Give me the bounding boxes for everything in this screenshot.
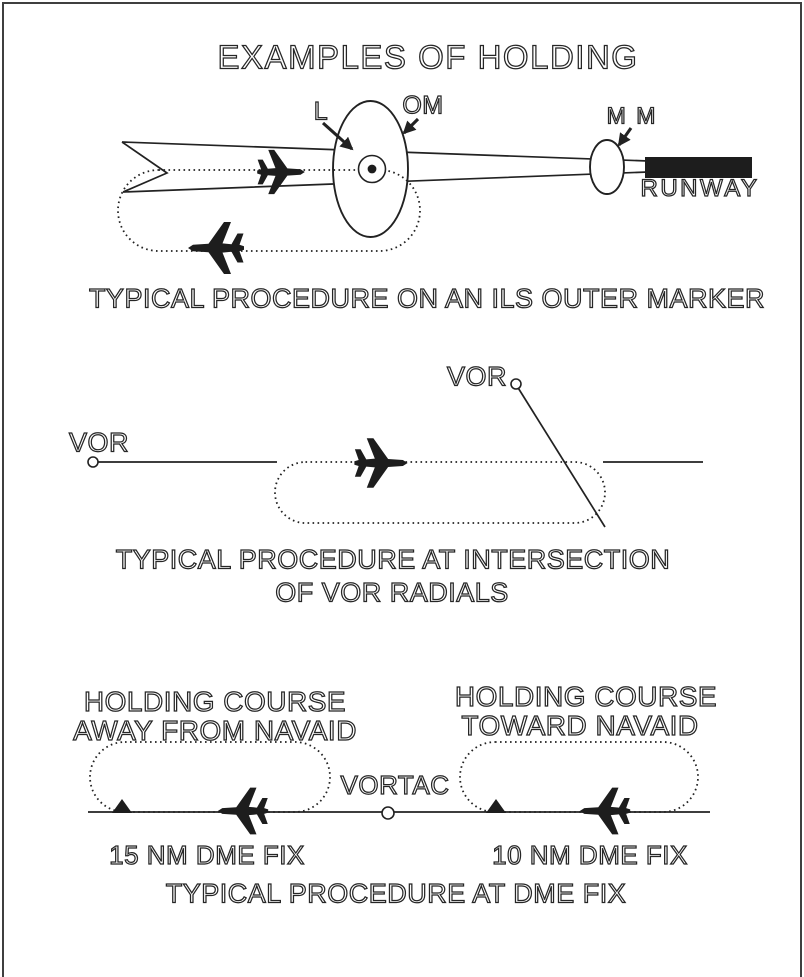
dme-fix-triangle-icon-10 <box>486 799 506 813</box>
middle-marker-ellipse <box>590 140 624 194</box>
pointer-arrow-outer-marker <box>404 119 418 133</box>
holding-racetrack-vor <box>275 462 605 523</box>
holding-away-line1: HOLDING COURSE <box>83 686 347 717</box>
vor-right-label: VOR <box>446 361 508 392</box>
middle-marker-label: M M <box>606 102 658 129</box>
runway-label: RUNWAY <box>640 175 760 202</box>
locator-dot <box>368 165 377 174</box>
vor-radial-diagonal <box>519 389 606 528</box>
navaid-circle-icon-vor-left <box>88 457 98 467</box>
vortac-label: VORTAC <box>340 770 450 800</box>
pointer-arrow-middle-marker <box>619 128 631 145</box>
ils-caption: TYPICAL PROCEDURE ON AN ILS OUTER MARKER <box>88 283 766 314</box>
holding-away-line2: AWAY FROM NAVAID <box>73 715 357 746</box>
dme-caption: TYPICAL PROCEDURE AT DME FIX <box>165 878 627 909</box>
locator-label: L <box>313 97 329 126</box>
airplane-icon-away <box>218 788 268 835</box>
vor-caption-line1: TYPICAL PROCEDURE AT INTERSECTION <box>115 544 671 575</box>
vor-left-label: VOR <box>68 427 130 458</box>
airplane-icon-vor-holding <box>354 438 407 487</box>
navaid-circle-icon-vor-right <box>511 379 521 389</box>
page-title: EXAMPLES OF HOLDING <box>217 38 639 76</box>
holding-toward-line1: HOLDING COURSE <box>454 681 718 712</box>
holding-toward-line2: TOWARD NAVAID <box>461 710 699 741</box>
dme-fix-triangle-icon-15 <box>112 799 132 813</box>
vor-intersection-diagram <box>88 379 703 527</box>
airplane-icon-outbound <box>188 222 244 274</box>
navaid-circle-icon-vortac <box>382 807 394 819</box>
vor-caption-line2: OF VOR RADIALS <box>275 577 509 608</box>
fix-15nm-label: 15 NM DME FIX <box>109 840 305 870</box>
airplane-icon-toward <box>580 788 630 835</box>
outer-marker-label: OM <box>402 91 444 120</box>
airplane-icon-inbound <box>257 150 305 194</box>
fix-10nm-label: 10 NM DME FIX <box>492 840 688 870</box>
holding-racetrack-away <box>90 742 330 812</box>
